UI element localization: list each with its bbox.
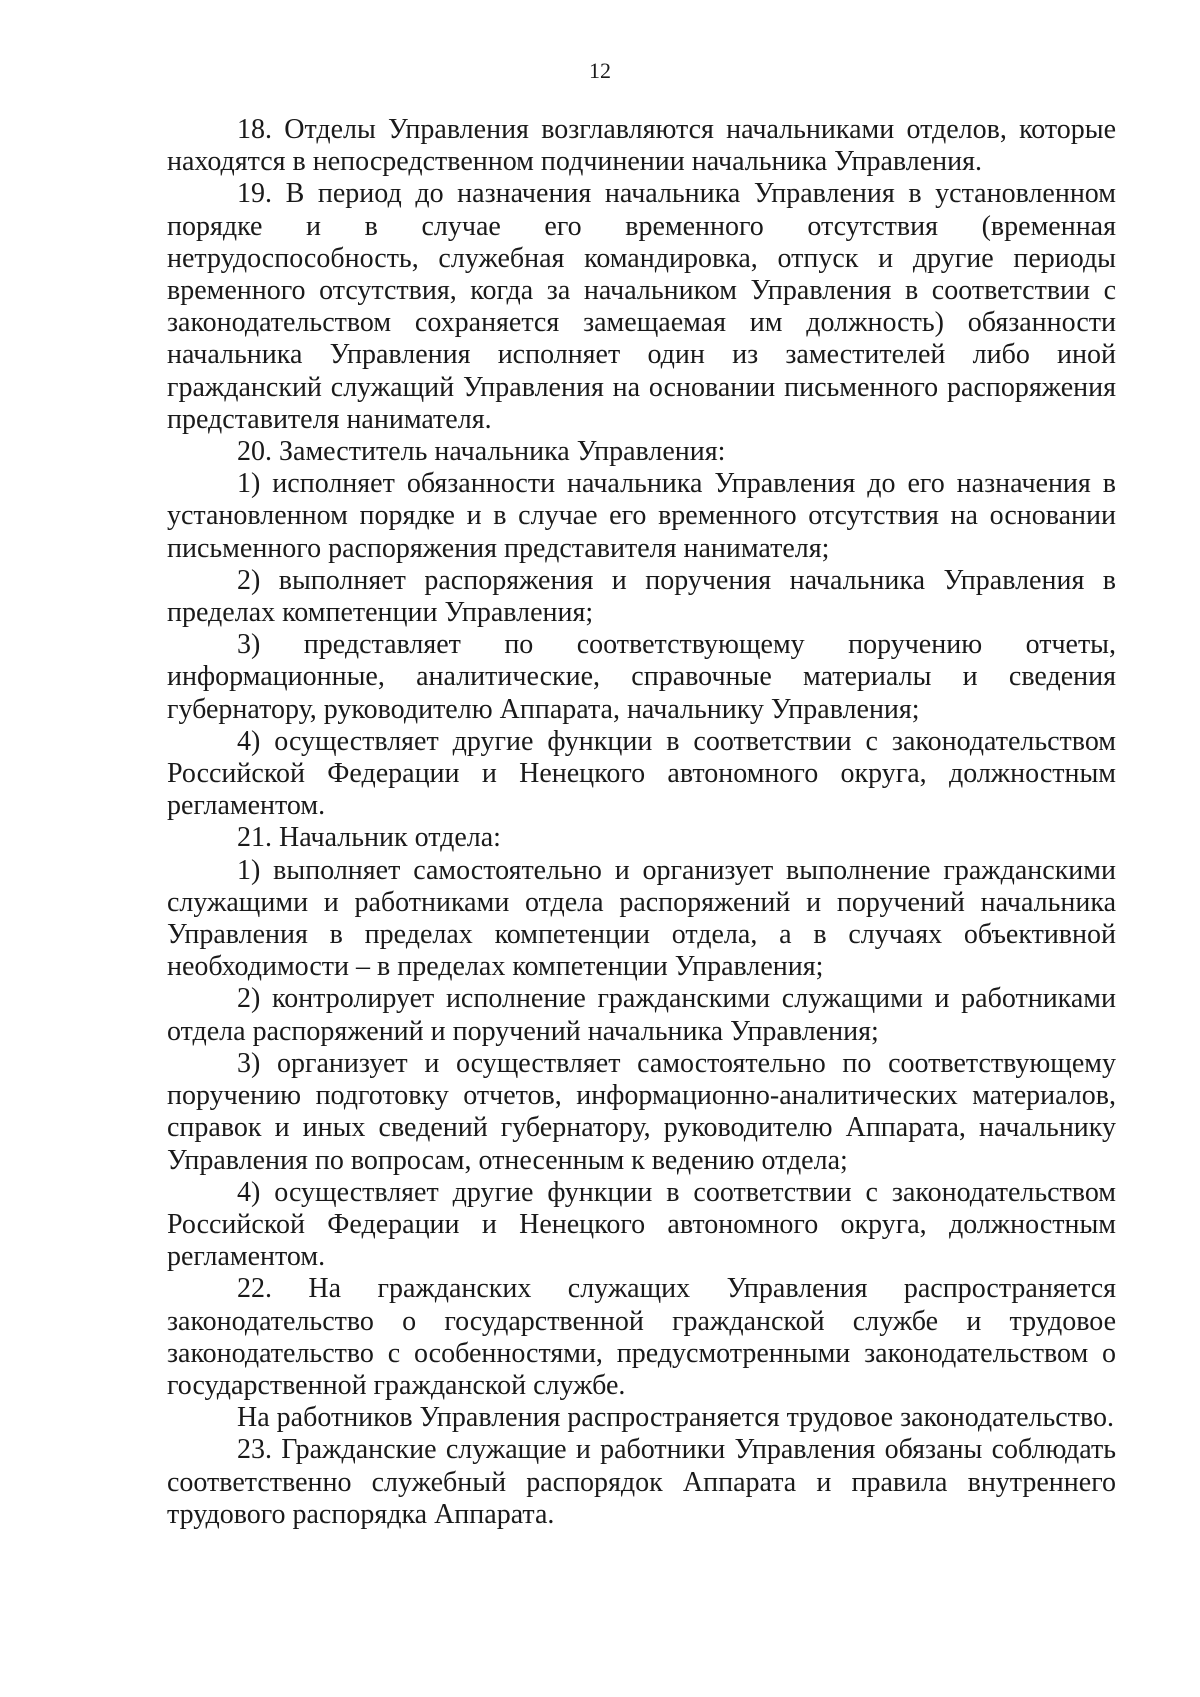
paragraph-21-item-3: 3) организует и осуществляет самостоятельно по соответствующему поручению подготовку отчетов, информационно-аналитических материалов, справок и иных сведений губернатору, руководителю Аппарата, начальнику Управления по вопросам, отнесенным к ведению отдела;: [167, 1047, 1116, 1176]
paragraph-20-item-1: 1) исполняет обязанности начальника Управления до его назначения в установленном порядке и в случае его временного отсутствия на основании письменного распоряжения представителя нанимателя;: [167, 468, 1116, 564]
paragraph-18: 18. Отделы Управления возглавляются начальниками отделов, которые находятся в непосредственном подчинении начальника Управления.: [167, 114, 1116, 178]
paragraph-20-item-3: 3) представляет по соответствующему поручению отчеты, информационные, аналитические, справочные материалы и сведения губернатору, руководителю Аппарата, начальнику Управления;: [167, 629, 1116, 725]
paragraph-20-heading: 20. Заместитель начальника Управления:: [237, 436, 726, 468]
paragraph-22-continuation: На работников Управления распространяется трудовое законодательство.: [237, 1402, 1114, 1434]
paragraph-19: 19. В период до назначения начальника Управления в установленном порядке и в случае его временного отсутствия (временная нетрудоспособность, служебная командировка, отпуск и другие периоды временного отсутствия, когда за начальником Управления в соответствии с законодательством сохраняется замещаемая им должность) обязанности начальника Управления исполняет один из заместителей либо иной гражданский служащий Управления на основании письменного распоряжения представителя нанимателя.: [167, 178, 1116, 435]
paragraph-21-heading: 21. Начальник отдела:: [237, 822, 501, 854]
document-body: [167, 114, 1116, 1531]
paragraph-21-item-1: 1) выполняет самостоятельно и организует выполнение гражданскими служащими и работниками отдела распоряжений и поручений начальника Управления в пределах компетенции отдела, а в случаях объективной необходимости – в пределах компетенции Управления;: [167, 854, 1116, 983]
paragraph-20-item-2: 2) выполняет распоряжения и поручения начальника Управления в пределах компетенции Управления;: [167, 564, 1116, 629]
paragraph-20-item-4: 4) осуществляет другие функции в соответствии с законодательством Российской Федерации и Ненецкого автономного округа, должностным регламентом.: [167, 725, 1116, 822]
paragraph-23: 23. Гражданские служащие и работники Управления обязаны соблюдать соответственно служебный распорядок Аппарата и правила внутреннего трудового распорядка Аппарата.: [167, 1434, 1116, 1530]
paragraph-21-item-4: 4) осуществляет другие функции в соответствии с законодательством Российской Федерации и Ненецкого автономного округа, должностным регламентом.: [167, 1176, 1116, 1273]
paragraph-22: 22. На гражданских служащих Управления распространяется законодательство о государственной гражданской службе и трудовое законодательство с особенностями, предусмотренными законодательством о государственной гражданской службе.: [167, 1273, 1116, 1401]
page-number: 12: [589, 58, 611, 83]
paragraph-21-item-2: 2) контролирует исполнение гражданскими служащими и работниками отдела распоряжений и поручений начальника Управления;: [167, 983, 1116, 1047]
